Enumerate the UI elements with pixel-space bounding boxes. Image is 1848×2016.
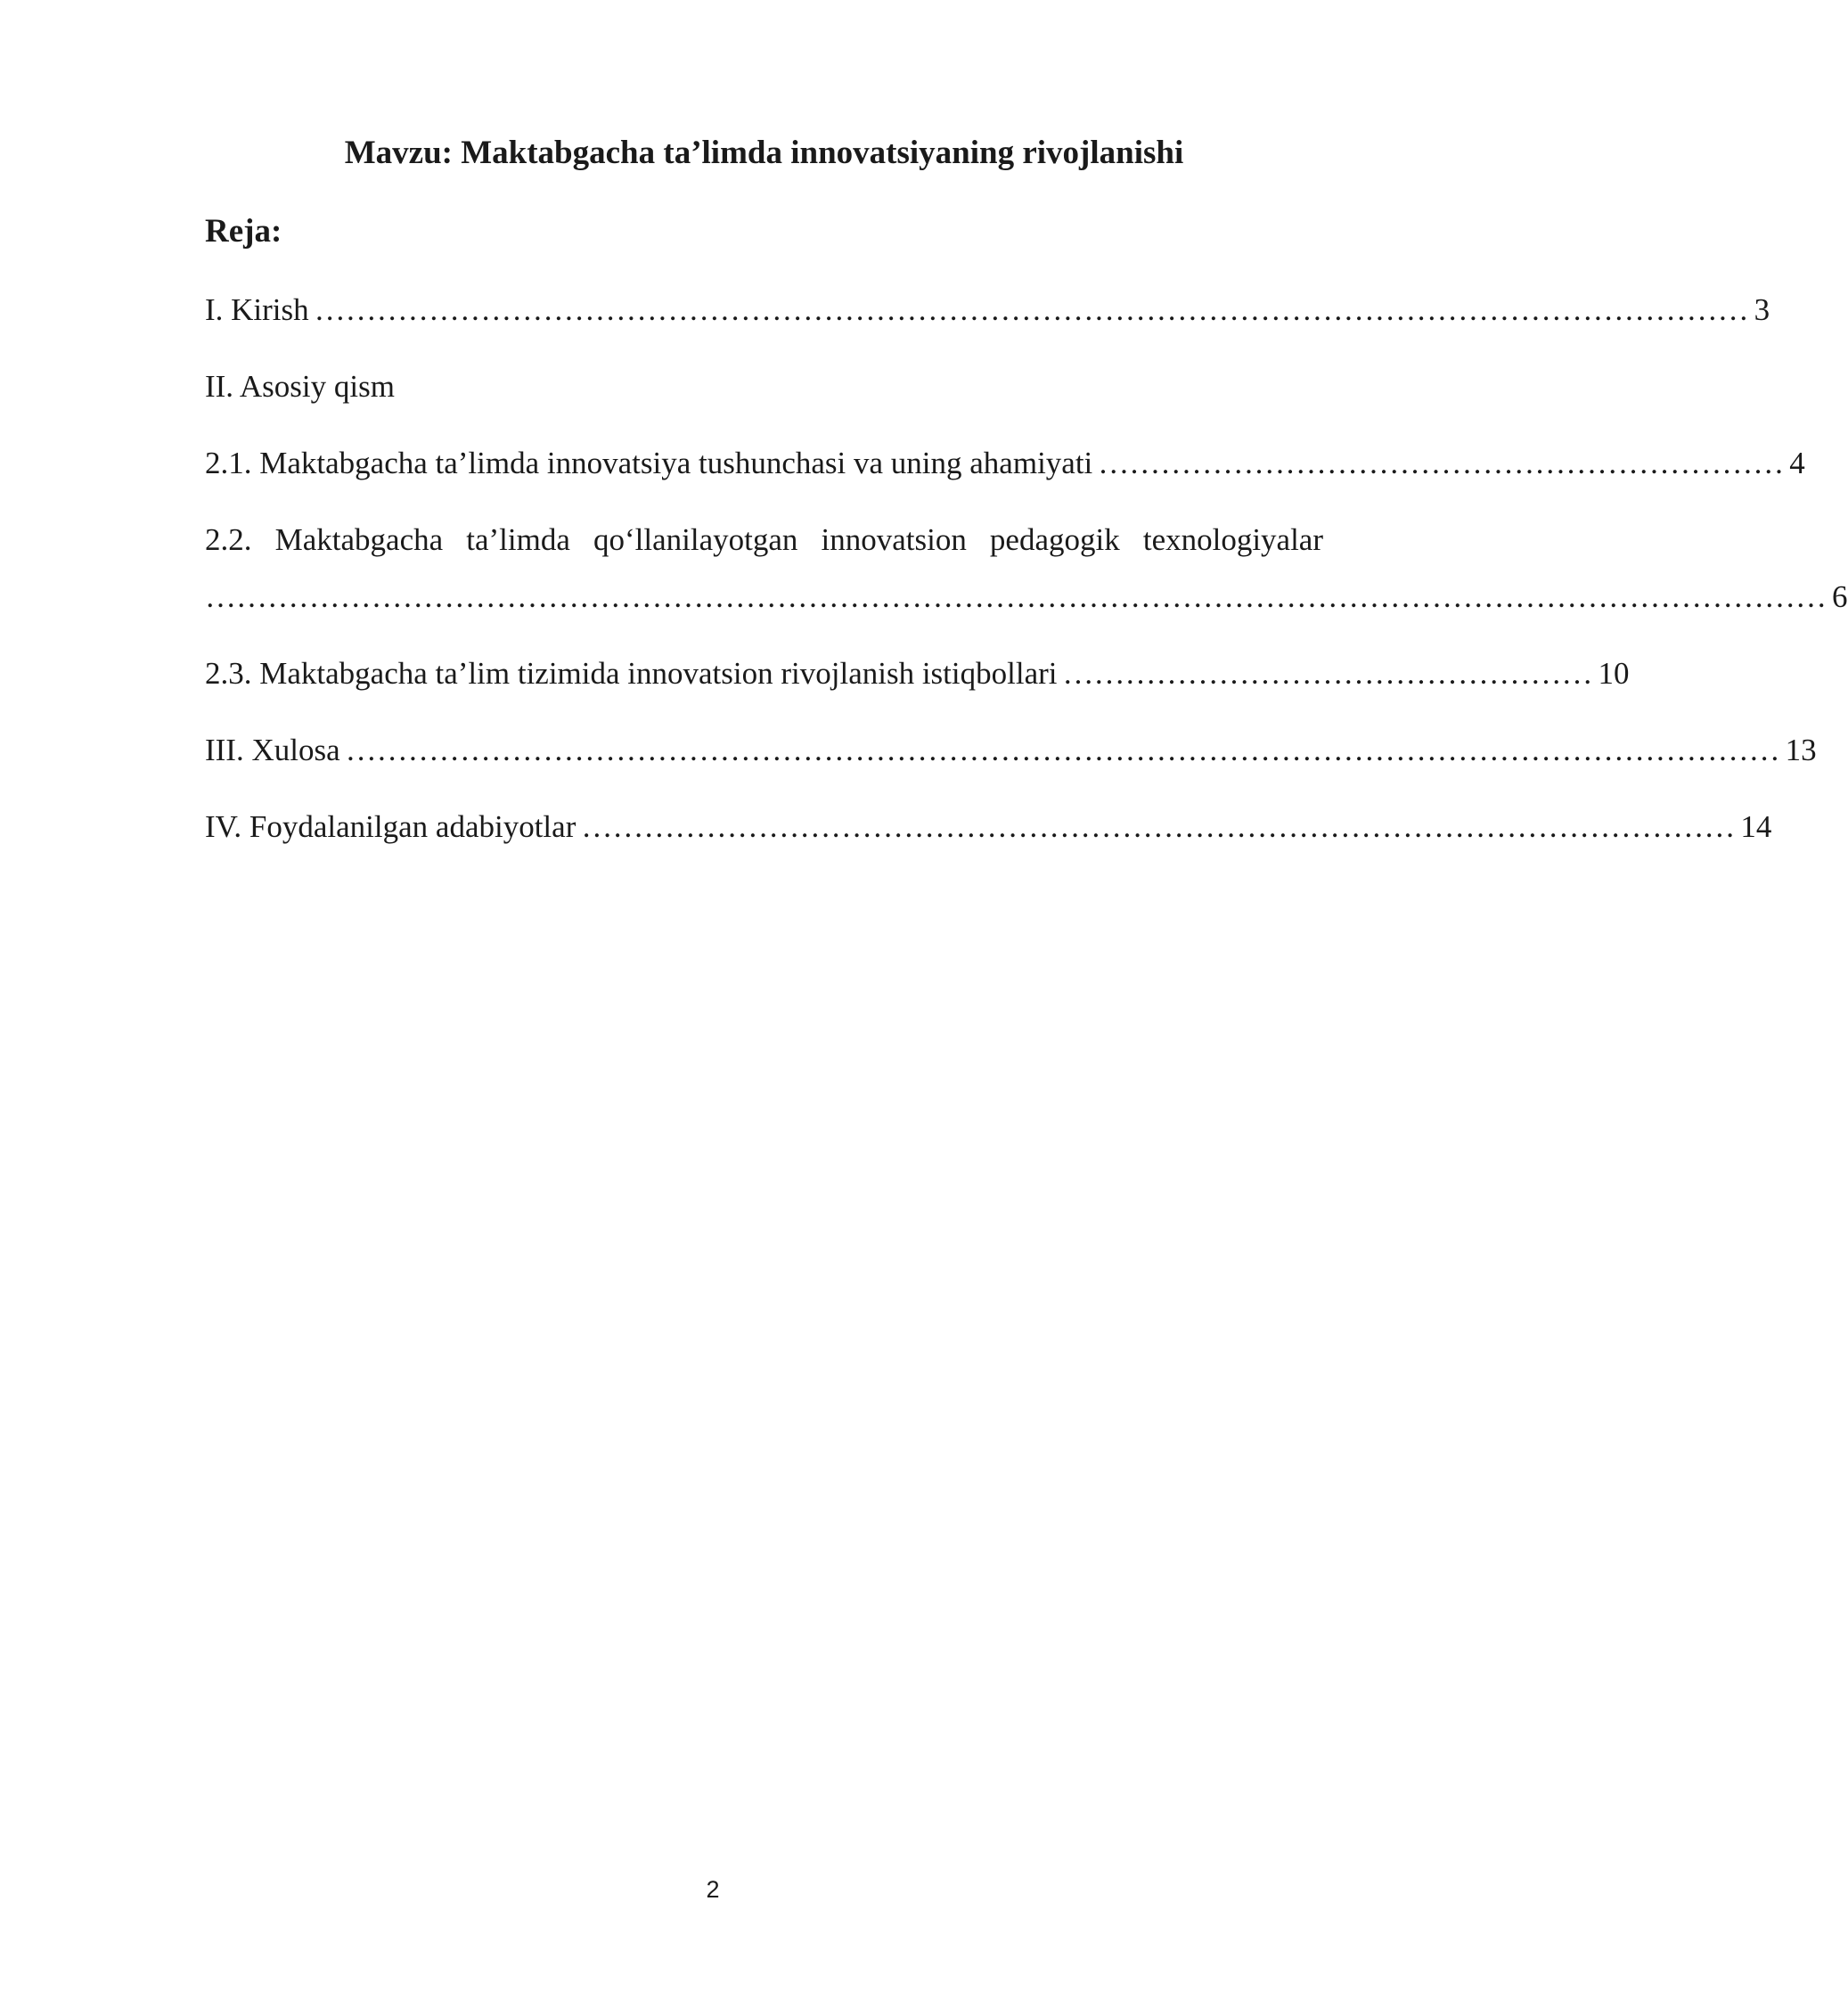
toc-leader-dots: …………………………………………………………………………………………………………………………………………	[205, 579, 1827, 614]
toc-entry-label: III. Xulosa	[205, 733, 340, 767]
toc-entry-2-3	[205, 654, 1630, 693]
toc-entry-page: 3	[1754, 292, 1770, 327]
toc-entry-page: 4	[1789, 446, 1805, 480]
toc-entry-2-2-leader	[205, 578, 1848, 617]
toc-leader-dots: …………………………………………………………………………………………………	[581, 809, 1736, 844]
toc-entry-adabiyotlar	[205, 807, 1772, 847]
toc-leader-dots: …………………………………………………………………………………………………………………………	[314, 292, 1749, 327]
toc-entry-label: I. Kirish	[205, 292, 309, 327]
page-number: 2	[706, 1876, 720, 1903]
toc-entry-label: II. Asosiy qism	[205, 369, 395, 404]
toc-leader-dots: …………………………………………………………	[1098, 446, 1785, 480]
toc-entry-asosiy-qism	[205, 367, 395, 406]
toc-entry-xulosa	[205, 731, 1817, 770]
toc-entry-2-1	[205, 444, 1805, 483]
toc-entry-label: 2.3. Maktabgacha ta’lim tizimida innovatsion rivojlanish istiqbollari	[205, 656, 1058, 691]
toc-leader-dots: ……………………………………………	[1062, 656, 1593, 691]
toc-entry-page: 10	[1598, 656, 1630, 691]
toc-entry-page: 13	[1785, 733, 1817, 767]
toc-entry-kirish	[205, 291, 1770, 330]
toc-leader-dots: …………………………………………………………………………………………………………………………	[345, 733, 1780, 767]
toc-entry-label: IV. Foydalanilgan adabiyotlar	[205, 809, 576, 844]
toc-entry-page: 14	[1740, 809, 1772, 844]
toc-entry-label: 2.2. Maktabgacha ta’limda qo‘llanilayotgan innovatsion pedagogik texnologiyalar	[205, 522, 1323, 557]
toc-entry-2-2	[205, 520, 1323, 560]
document-title: Mavzu: Maktabgacha ta’limda innovatsiyaning rivojlanishi	[344, 135, 1184, 171]
plan-heading: Reja:	[205, 213, 282, 250]
toc-entry-page: 6	[1832, 579, 1848, 614]
toc-entry-label: 2.1. Maktabgacha ta’limda innovatsiya tushunchasi va uning ahamiyati	[205, 446, 1093, 480]
